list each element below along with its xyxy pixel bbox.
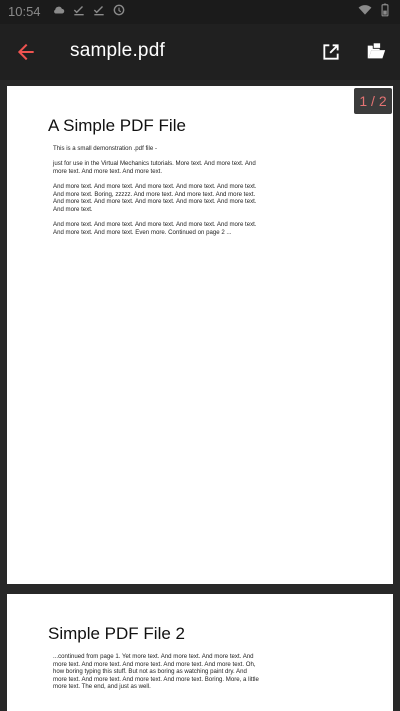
check-download-icon (92, 3, 106, 17)
document-title: sample.pdf (70, 40, 165, 61)
pdf-page-1[interactable] (7, 86, 393, 584)
page-heading: Simple PDF File 2 (48, 624, 185, 643)
status-bar (0, 0, 400, 24)
open-external-button[interactable] (317, 38, 345, 66)
page-paragraph: just for use in the Virtual Mechanics tutorials. More text. And more text. And more text. And more text. And more text. (53, 160, 256, 175)
folder-open-icon (365, 41, 387, 63)
check-download-icon (72, 3, 86, 17)
page-heading: A Simple PDF File (48, 116, 186, 135)
page-paragraph: ...continued from page 1. Yet more text. And more text. And more text. And more text. And more text. And more text. And more text. And more text. Oh, how boring typing this stuff. But not as boring as watching paint dry. And more text. And more text. And more text. And more text. Boring. More, a little more text. The end, and just as well. (53, 653, 259, 691)
status-time: 10:54 (8, 4, 41, 19)
back-button[interactable] (12, 38, 40, 66)
page-paragraph: And more text. And more text. And more text. And more text. And more text. And more text. Boring, zzzzz. And more text. And more text. And more text. And more text. And more text. And more text. And more text. And more text. And more text. (53, 183, 257, 213)
pdf-page-2[interactable] (7, 594, 393, 711)
page-paragraph: And more text. And more text. And more text. And more text. And more text. And more text. And more text. Even more. Continued on page 2 ... (53, 221, 257, 236)
system-icons (358, 3, 392, 17)
sync-icon (112, 3, 126, 17)
page-paragraph: This is a small demonstration .pdf file - (53, 145, 157, 152)
cloud-icon (52, 3, 66, 17)
open-file-button[interactable] (362, 38, 390, 66)
wifi-icon (358, 3, 372, 17)
open-in-new-icon (321, 42, 341, 62)
battery-icon (378, 3, 392, 17)
arrow-left-icon (16, 42, 36, 62)
page-indicator: 1 / 2 (354, 88, 392, 114)
pdf-viewer[interactable] (0, 80, 400, 711)
app-bar (0, 24, 400, 80)
notification-icons (52, 3, 126, 17)
